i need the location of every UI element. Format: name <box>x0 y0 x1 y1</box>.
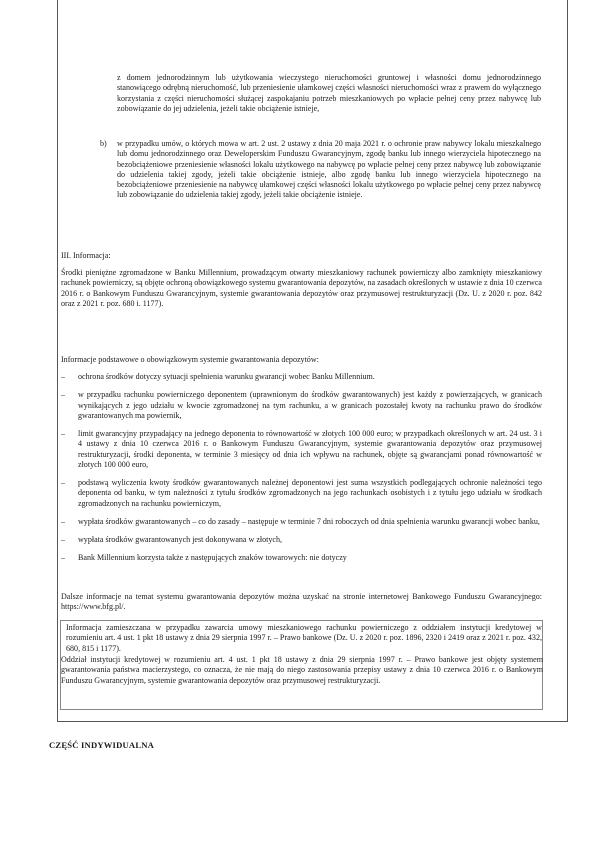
dash-marker: – <box>61 429 66 438</box>
section-3-heading: III. Informacja: <box>61 251 111 260</box>
deposit-guarantee-heading: Informacje podstawowe o obowiązkowym systemie gwarantowania depozytów: <box>61 355 319 364</box>
list-item <box>61 390 542 421</box>
item-a-continuation: z domem jednorodzinnym lub użytkowania wieczystego nieruchomości gruntowej i własności domu jednorodzinnego stanowiącego odrębną nieruchomość, lub przeniesienie ułamkowej części własności nieruchomości wraz z prawem do wyłącznego korzystania z części nieruchomości służącej zaspokajaniu potrzeb mieszkaniowych po wpłacie pełnej ceny przez nabywcę lub zobowiązanie do jej udzielenia, jeżeli takie obciążenie istnieje, <box>117 73 541 113</box>
dash-marker: – <box>61 516 66 526</box>
list-item-text: w przypadku rachunku powierniczego deponentem (uprawnionym do środków gwarantowanych) jest każdy z powierzających, w granicach wynikających z jego udziału w kwocie zgromadzonej na tym rachunku, a w granicach pozostałej kwoty na rachunku prawo do środków gwarantowanych ma powiernik, <box>78 390 542 420</box>
list-item <box>61 372 542 382</box>
deposit-guarantee-list <box>61 372 542 572</box>
list-item <box>61 517 542 527</box>
list-item-text: wypłata środków gwarantowanych – co do zasady – następuje w terminie 7 dni roboczych od dnia spełnienia warunku gwarancji wobec banku, <box>78 516 540 526</box>
section-3-body: Środki pieniężne zgromadzone w Banku Millennium, prowadzącym otwarty mieszkaniowy rachunek powierniczy albo zamknięty mieszkaniowy rachunek powierniczy, są objęte ochroną obowiązkowego systemu gwarantowania depozytów, na zasadach określonych w ustawie z dnia 10 czerwca 2016 r. o Bankowym Funduszu Gwarancyjnym, systemie gwarantowania depozytów oraz przymusowej restrukturyzacji (Dz. U. z 2020 r. poz. 842 oraz z 2021 r. poz. 680 i. 1177). <box>61 268 542 308</box>
branch-note-paragraph-1: Informacja zamieszczana w przypadku zawarcia umowy mieszkaniowego rachunku powierniczego z oddziałem instytucji kredytowej w rozumieniu art. 4 ust. 1 pkt 18 ustawy z dnia 29 sierpnia 1997 r. – Prawo bankowe (Dz. U. z 2020 r. poz. 1896, 2320 i 2419 oraz z 2021 r. poz. 432, 680, 815 i 1177). <box>66 623 542 653</box>
list-item <box>61 535 542 545</box>
list-item-text: ochrona środków dotyczy sytuacji spełnienia warunku gwarancji wobec Banku Millennium. <box>78 372 375 381</box>
item-b-text: w przypadku umów, o których mowa w art. 2 ust. 2 ustawy z dnia 20 maja 2021 r. o ochronie praw nabywcy lokalu mieszkalnego lub domu jednorodzinnego oraz Deweloperskim Funduszu Gwarancyjnym, zgodę banku lub innego wierzyciela hipotecznego na bezobciążeniowe przeniesienie własności lokalu użytkowego na nabywcę po wpłacie pełnej ceny przez nabywcę lub zobowiązanie do udzielenia takiej zgody, jeżeli takie obciążenie istnieje, albo zgodę banku lub innego wierzyciela hipotecznego na bezobciążeniowe przeniesienie na nabywcę ułamkowej części własności lokalu użytkowego po wpłacie pełnej ceny przez nabywcę lub zobowiązanie do udzielenia takiej zgody, jeżeli takie obciążenie istnieje. <box>117 139 541 200</box>
branch-note-paragraph-2: Oddział instytucji kredytowej w rozumieniu art. 4 ust. 1 pkt 18 ustawy z dnia 29 sierpnia 1997 r. – Prawo bankowe jest objęty systemem gwarantowania państwa macierzystego, co oznacza, że nie mają do niego zastosowania przepisy ustawy z dnia 10 czerwca 2016 r. o Bankowym Funduszu Gwarancyjnym, systemie gwarantowania depozytów oraz przymusowej restrukturyzacji. <box>61 655 543 685</box>
further-info-paragraph: Dalsze informacje na temat systemu gwarantowania depozytów można uzyskać na stronie internetowej Bankowego Funduszu Gwarancyjnego: https://www.bfg.pl/. <box>61 592 542 612</box>
dash-marker: – <box>61 478 66 487</box>
list-item <box>61 429 542 470</box>
list-item-text: wypłata środków gwarantowanych jest dokonywana w złotych, <box>78 535 283 544</box>
list-item-text: podstawą wyliczenia kwoty środków gwarantowanych należnej deponentowi jest suma wszystkich podlegających ochronie należności tego deponenta od banku, w tym należności z tytułu środków zgromadzonych na jego rachunkach osobistych i z tytułu jego udziału w środkach zgromadzonych na rachunku powierniczym, <box>78 478 542 508</box>
individual-part-heading: CZĘŚĆ INDYWIDUALNA <box>49 740 155 750</box>
dash-marker: – <box>61 553 66 563</box>
list-item-text: limit gwarancyjny przypadający na jednego deponenta to równowartość w złotych 100 000 euro; w przypadkach określonych w art. 24 ust. 3 i 4 ustawy z dnia 10 czerwca 2016 r. o Bankowym Funduszu Gwarancyjnym, systemie gwarantowania depozytów oraz przymusowej restrukturyzacji, środki deponenta, w terminie 3 miesięcy od dnia ich wpływu na rachunek, objęte są gwarancjami ponad równowartość w złotych 100 000 euro, <box>78 429 542 469</box>
dash-marker: – <box>61 390 66 400</box>
list-item-text: Bank Millennium korzysta także z następujących znaków towarowych: nie dotyczy <box>78 553 347 563</box>
dash-marker: – <box>61 372 66 381</box>
list-item <box>61 478 542 509</box>
item-b-letter: b) <box>100 139 107 148</box>
dash-marker: – <box>61 535 66 544</box>
list-item <box>61 553 542 563</box>
